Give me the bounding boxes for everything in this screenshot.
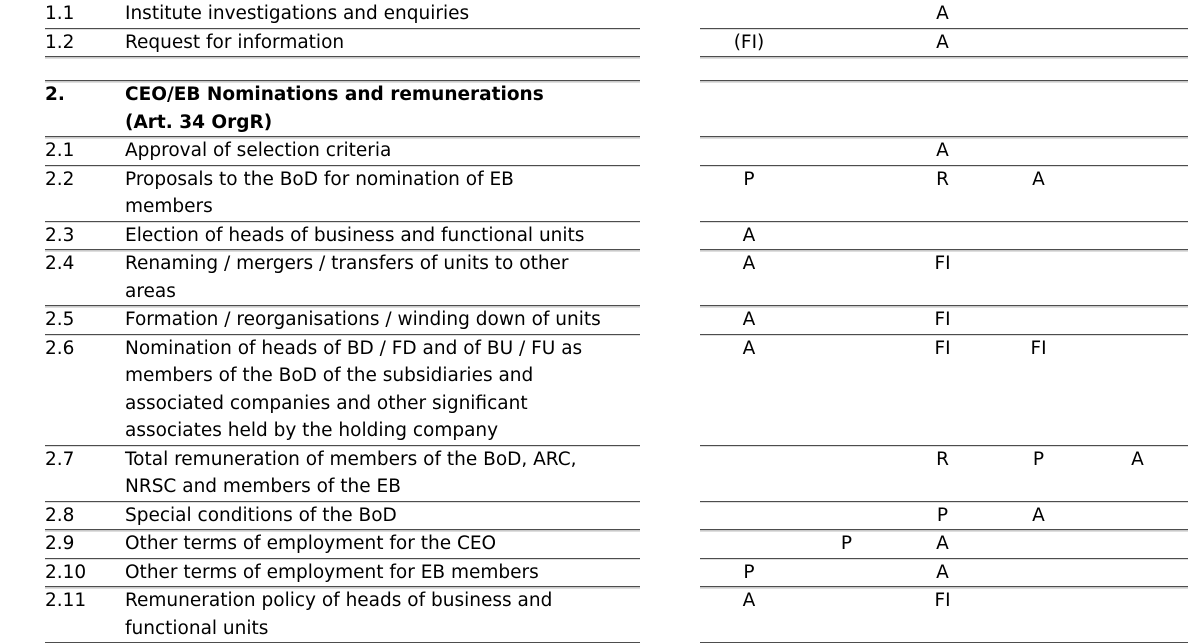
row-number: 2.4 (45, 250, 125, 306)
description-line: associates held by the holding company (125, 420, 499, 441)
table-gap (640, 445, 700, 501)
code-cell-2 (798, 334, 895, 445)
row-number: 2.2 (45, 165, 125, 221)
table-row (0, 501, 1200, 530)
code-cell-4 (990, 558, 1087, 587)
code-cell-1: A (700, 306, 798, 335)
table-row (0, 587, 1200, 643)
section-heading-row (0, 81, 1200, 137)
row-gutter (0, 587, 45, 643)
code-cell-4 (990, 250, 1087, 306)
row-tail (1188, 250, 1200, 306)
table-gap (640, 530, 700, 559)
table-row (0, 165, 1200, 221)
code-cell-5 (1087, 334, 1188, 445)
code-cell-2 (798, 250, 895, 306)
code-cell-1 (700, 57, 798, 81)
row-tail (1188, 137, 1200, 166)
row-number: 2.1 (45, 137, 125, 166)
code-cell-1: A (700, 250, 798, 306)
description-line: areas (125, 280, 176, 302)
description-line: Request for information (125, 31, 345, 53)
table-gap (640, 501, 700, 530)
row-number: 2.9 (45, 530, 125, 559)
code-cell-1 (700, 137, 798, 166)
code-cell-4 (990, 57, 1087, 81)
code-cell-3 (895, 221, 990, 250)
description-line: members (125, 196, 213, 217)
row-number: 2.6 (45, 334, 125, 445)
description-line: NRSC and members of the EB (125, 476, 401, 497)
description-line: Approval of selection criteria (125, 140, 392, 161)
table-row (0, 221, 1200, 250)
row-tail (1188, 0, 1200, 28)
row-number: 2.10 (45, 558, 125, 587)
table-gap (640, 334, 700, 445)
code-cell-2 (798, 0, 895, 28)
table-gap (640, 306, 700, 335)
description-line: associated companies and other significant (125, 392, 528, 414)
table-gap (640, 587, 700, 643)
row-tail (1188, 28, 1200, 57)
section-spacer-row (0, 57, 1200, 81)
description-line: Special conditions of the BoD (125, 504, 397, 526)
code-cell-3: FI (895, 306, 990, 335)
code-cell-5 (1087, 501, 1188, 530)
code-cell-2 (798, 587, 895, 643)
table-gap (640, 57, 700, 81)
code-cell-2 (798, 306, 895, 335)
code-cell-5 (1087, 558, 1188, 587)
code-cell-5 (1087, 250, 1188, 306)
row-gutter (0, 0, 45, 28)
code-cell-3: R (895, 165, 990, 221)
table-row (0, 306, 1200, 335)
row-description (125, 0, 640, 28)
table-row (0, 250, 1200, 306)
table-gap (640, 0, 700, 28)
row-number: 2.8 (45, 501, 125, 530)
code-cell-2 (798, 165, 895, 221)
code-cell-2 (798, 57, 895, 81)
code-cell-2 (798, 81, 895, 137)
code-cell-5 (1087, 81, 1188, 137)
table-row (0, 530, 1200, 559)
table-gap (640, 250, 700, 306)
code-cell-2 (798, 501, 895, 530)
description-line: (Art. 34 OrgR) (125, 111, 273, 133)
code-cell-1 (700, 501, 798, 530)
code-cell-4 (990, 137, 1087, 166)
table-gap (640, 221, 700, 250)
code-cell-5 (1087, 0, 1188, 28)
code-cell-5 (1087, 165, 1188, 221)
row-description (125, 530, 640, 559)
description-line: Nomination of heads of BD / FD and of BU / FU as (125, 337, 583, 359)
table-row (0, 28, 1200, 57)
code-cell-2 (798, 558, 895, 587)
row-description (125, 81, 640, 137)
row-number: 1.1 (45, 0, 125, 28)
row-tail (1188, 558, 1200, 587)
code-cell-3 (895, 57, 990, 81)
description-line: Election of heads of business and functional units (125, 224, 585, 246)
row-tail (1188, 501, 1200, 530)
row-tail (1188, 334, 1200, 445)
code-cell-1: A (700, 221, 798, 250)
code-cell-3: A (895, 0, 990, 28)
row-number: 2.11 (45, 587, 125, 643)
row-description (125, 445, 640, 501)
row-tail (1188, 221, 1200, 250)
table-gap (640, 165, 700, 221)
code-cell-4: A (990, 165, 1087, 221)
description-line: Total remuneration of members of the BoD, ARC, (125, 448, 577, 470)
table-gap (640, 81, 700, 137)
row-description (125, 250, 640, 306)
row-description (125, 137, 640, 166)
code-cell-5: A (1087, 445, 1188, 501)
code-cell-3: A (895, 558, 990, 587)
code-cell-1 (700, 81, 798, 137)
row-gutter (0, 530, 45, 559)
code-cell-4 (990, 530, 1087, 559)
code-cell-2 (798, 445, 895, 501)
code-cell-4 (990, 28, 1087, 57)
row-gutter (0, 165, 45, 221)
code-cell-3: A (895, 137, 990, 166)
code-cell-3 (895, 81, 990, 137)
row-number: 2.5 (45, 306, 125, 335)
code-cell-5 (1087, 306, 1188, 335)
description-line: Proposals to the BoD for nomination of EB (125, 168, 514, 190)
row-description (125, 28, 640, 57)
row-gutter (0, 28, 45, 57)
row-gutter (0, 81, 45, 137)
code-cell-2 (798, 28, 895, 57)
code-cell-4: FI (990, 334, 1087, 445)
code-cell-1: P (700, 165, 798, 221)
row-description (125, 558, 640, 587)
description-line: CEO/EB Nominations and remunerations (125, 84, 544, 105)
code-cell-2 (798, 221, 895, 250)
code-cell-1: P (700, 558, 798, 587)
code-cell-1 (700, 0, 798, 28)
row-tail (1188, 445, 1200, 501)
code-cell-4: P (990, 445, 1087, 501)
row-number: 2. (45, 81, 125, 137)
code-cell-4 (990, 81, 1087, 137)
table-gap (640, 28, 700, 57)
row-gutter (0, 137, 45, 166)
description-line: Other terms of employment for EB members (125, 561, 539, 583)
table-row (0, 0, 1200, 28)
code-cell-3: FI (895, 587, 990, 643)
row-gutter (0, 445, 45, 501)
row-tail (1188, 587, 1200, 643)
row-gutter (0, 250, 45, 306)
row-number: 2.3 (45, 221, 125, 250)
row-tail (1188, 530, 1200, 559)
row-tail (1188, 81, 1200, 137)
code-cell-3: FI (895, 334, 990, 445)
row-tail (1188, 306, 1200, 335)
row-description (125, 306, 640, 335)
code-cell-4 (990, 221, 1087, 250)
description-line: members of the BoD of the subsidiaries and (125, 365, 534, 386)
row-number (45, 57, 125, 81)
row-gutter (0, 57, 45, 81)
row-gutter (0, 558, 45, 587)
code-cell-5 (1087, 530, 1188, 559)
row-gutter (0, 306, 45, 335)
row-tail (1188, 57, 1200, 81)
row-gutter (0, 221, 45, 250)
code-cell-5 (1087, 587, 1188, 643)
code-cell-5 (1087, 137, 1188, 166)
code-cell-5 (1087, 221, 1188, 250)
code-cell-4 (990, 0, 1087, 28)
code-cell-3: A (895, 28, 990, 57)
code-cell-5 (1087, 57, 1188, 81)
row-gutter (0, 501, 45, 530)
description-line: Other terms of employment for the CEO (125, 533, 497, 554)
description-line: functional units (125, 617, 269, 639)
description-line: Remuneration policy of heads of business and (125, 590, 553, 611)
row-description (125, 334, 640, 445)
code-cell-1: (FI) (700, 28, 798, 57)
code-cell-4 (990, 587, 1087, 643)
code-cell-1 (700, 530, 798, 559)
table-row (0, 334, 1200, 445)
table-gap (640, 558, 700, 587)
row-gutter (0, 334, 45, 445)
row-number: 1.2 (45, 28, 125, 57)
code-cell-1 (700, 445, 798, 501)
row-number: 2.7 (45, 445, 125, 501)
row-description (125, 57, 640, 81)
row-tail (1188, 165, 1200, 221)
table-gap (640, 137, 700, 166)
row-description (125, 165, 640, 221)
code-cell-5 (1087, 28, 1188, 57)
code-cell-1: A (700, 587, 798, 643)
row-description (125, 501, 640, 530)
row-description (125, 221, 640, 250)
code-cell-3: P (895, 501, 990, 530)
code-cell-1: A (700, 334, 798, 445)
table-row (0, 445, 1200, 501)
code-cell-3: R (895, 445, 990, 501)
code-cell-3: FI (895, 250, 990, 306)
description-line: Formation / reorganisations / winding down of units (125, 309, 601, 330)
table-row (0, 137, 1200, 166)
code-cell-2 (798, 137, 895, 166)
description-line: Institute investigations and enquiries (125, 3, 470, 24)
code-cell-3: A (895, 530, 990, 559)
description-line: Renaming / mergers / transfers of units to other (125, 253, 569, 274)
code-cell-2: P (798, 530, 895, 559)
row-description (125, 587, 640, 643)
table-row (0, 558, 1200, 587)
code-cell-4 (990, 306, 1087, 335)
code-cell-4: A (990, 501, 1087, 530)
